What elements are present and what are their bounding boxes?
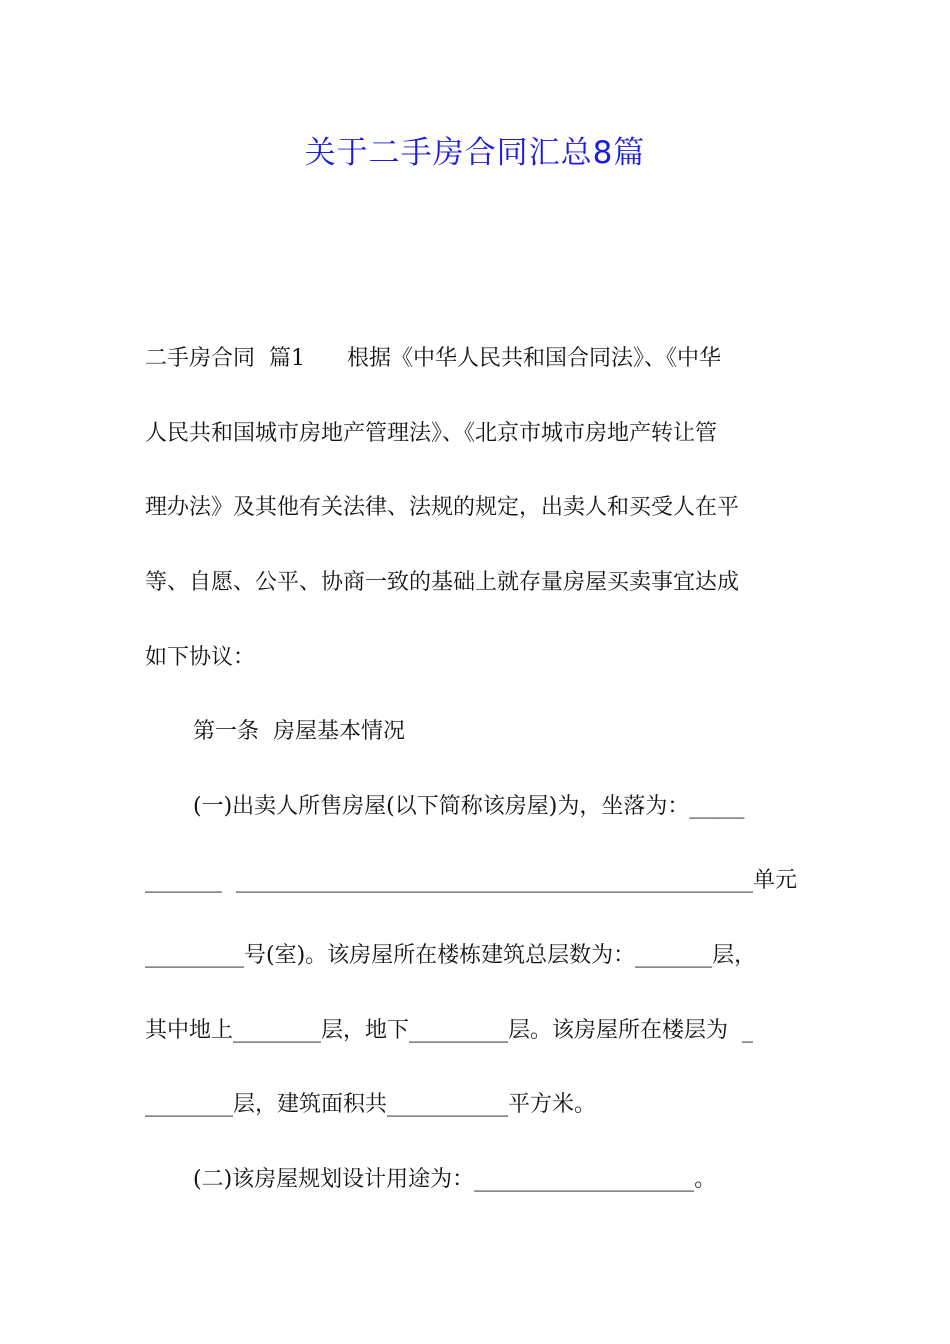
paragraph-line: _________号(室)。该房屋所在楼栋建筑总层数为：_______层， xyxy=(145,943,757,968)
paragraph-line: 如下协议： xyxy=(145,645,256,670)
section-heading: 第一条 房屋基本情况 xyxy=(193,719,405,744)
paragraph-line: 等、自愿、公平、协商一致的基础上就存量房屋买卖事宜达成 xyxy=(145,570,740,595)
paragraph-line: (一)出卖人所售房屋(以下简称该房屋)为，坐落为：_____ xyxy=(193,794,745,819)
paragraph-line: 人民共和国城市房地产管理法》、《北京市城市房地产转让管 xyxy=(145,421,718,446)
paragraph-line: 其中地上________层，地下_________层。该房屋所在楼层为 _ xyxy=(145,1018,753,1043)
paragraph-line: _______ _______________________________________________单元 xyxy=(145,868,797,893)
paragraph-line: ________层，建筑面积共___________平方米。 xyxy=(145,1092,597,1117)
paragraph-line: (二)该房屋规划设计用途为：____________________。 xyxy=(193,1167,717,1192)
paragraph-line: 二手房合同 篇1 根据《中华人民共和国合同法》、《中华 xyxy=(145,346,721,371)
document-title: 关于二手房合同汇总8篇 xyxy=(304,135,646,171)
paragraph-line: 理办法》及其他有关法律、法规的规定，出卖人和买受人在平 xyxy=(145,495,740,520)
